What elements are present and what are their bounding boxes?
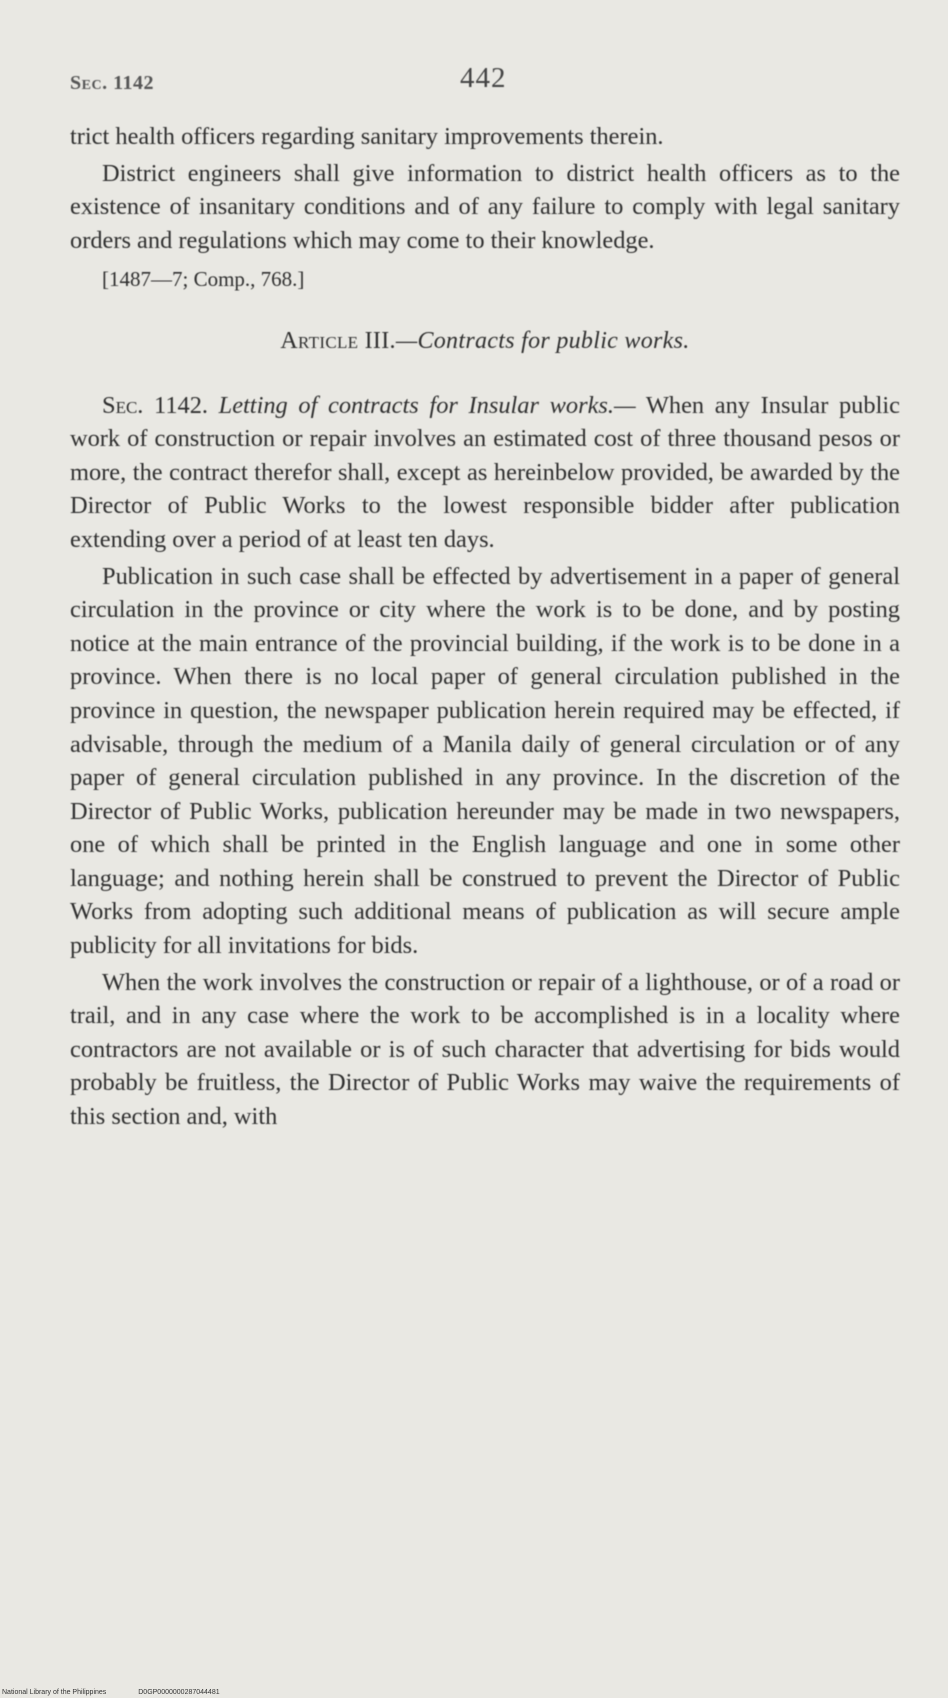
paragraph-publication: Publication in such case shall be effected by advertisement in a paper of general circulation in the province or city where the work is to be done, and by posting notice at the main entrance of the provincial building, if the work is to be done in a province. When there is no local paper of general circulation published in the province in question, the newspaper publication herein required may be effected, if advisable, through the medium of a Manila daily of general circulation or of any paper of general circulation published in any province. In the discretion of the Director of Public Works, publication hereunder may be made in two newspapers, one of which shall be printed in the English language and one in some other language; and nothing herein shall be construed to prevent the Director of Public Works from adopting such additional means of publication as will secure ample publicity for all invitations for bids. (70, 562, 900, 960)
article-heading (70, 325, 900, 359)
article-number: Article III. (280, 327, 396, 354)
article-title: —Contracts for public works. (395, 327, 690, 354)
section-label: Sec. 1142. (102, 391, 208, 419)
paragraph-lighthouse: When the work involves the construction or repair of a lighthouse, or of a road or trail, and in any case where the work to be accomplished is in a locality where contractors are not available or is of such character that advertising for bids would probably be fruitless, the Director of Public Works may waive the requirements of this section and, with (70, 968, 900, 1131)
paragraph-district-engineers: District engineers shall give information to district health officers as to the existence of insanitary conditions and of any failure to comply with legal sanitary orders and regulations which may come to their knowledge. (70, 159, 900, 254)
page-number: 442 (460, 62, 507, 94)
footer-library: National Library of the Philippines (2, 1689, 107, 1696)
scan-footer (2, 1689, 250, 1696)
footer-code: D0GP0000000287044481 (138, 1689, 220, 1696)
paragraph-continuation: trict health officers regarding sanitary improvements therein. (70, 123, 664, 150)
citation: [1487—7; Comp., 768.] (102, 267, 305, 292)
section-catchline: Letting of contracts for Insular works.— (218, 391, 636, 419)
section-running-head: Sec. 1142 (70, 72, 154, 94)
section-heading (70, 389, 900, 557)
page-header (70, 62, 878, 102)
paragraph-letting-contracts: When any Insular public work of construction or repair involves an estimated cost of three thousand pesos or more, the contract therefor shall, except as hereinbelow provided, be awarded by the Director of Public Works to the lowest responsible bidder after publication extending over a period of at least ten days. (70, 391, 900, 553)
body-text (70, 120, 900, 1134)
